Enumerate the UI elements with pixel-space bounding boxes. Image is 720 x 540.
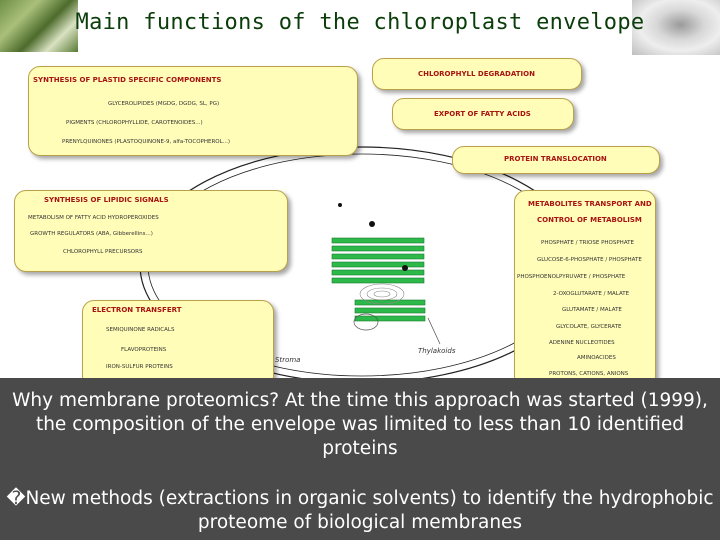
- box-chlorophyll-degradation-title: CHLOROPHYLL DEGRADATION: [418, 70, 535, 78]
- box-protein-translocation-title: PROTEIN TRANSLOCATION: [504, 155, 607, 163]
- item-adenine-nucleotides: ADENINE NUCLEOTIDES: [549, 340, 615, 346]
- caption-bullet: [0, 487, 720, 535]
- item-phosphate-triose: PHOSPHATE / TRIOSE PHOSPHATE: [541, 240, 634, 246]
- box-export-fatty-acids-title: EXPORT OF FATTY ACIDS: [434, 110, 531, 118]
- bullet-icon: �: [6, 488, 26, 509]
- item-chlorophyll-precursors: CHLOROPHYLL PRECURSORS: [63, 249, 143, 255]
- item-protons-cations-anions: PROTONS, CATIONS, ANIONS: [549, 371, 629, 377]
- item-prenylquinones: PRENYLQUINONES (PLASTOQUINONE-9, alfa-TOCOPHEROL...): [62, 139, 231, 145]
- box-plastid-components-title: SYNTHESIS OF PLASTID SPECIFIC COMPONENTS: [33, 76, 222, 84]
- caption-bullet-text: New methods (extractions in organic solvents) to identify the hydrophobic proteome of biological membranes: [25, 488, 714, 533]
- box-metabolites-transport-title-1: METABOLITES TRANSPORT AND: [528, 200, 652, 208]
- item-glycerolipides: GLYCEROLIPIDES (MGDG, DGDG, SL, PG): [108, 101, 220, 107]
- item-glucose-6-phosphate: GLUCOSE-6-PHOSPHATE / PHOSPHATE: [537, 257, 642, 263]
- item-phosphoenolpyruvate: PHOSPHOENOLPYRUVATE / PHOSPHATE: [517, 274, 626, 280]
- item-pigments: PIGMENTS (CHLOROPHYLLIDE, CAROTENOIDES...): [66, 120, 203, 126]
- label-stroma: Stroma: [275, 356, 301, 364]
- item-oxoglutarate-malate: 2-OXOGLUTARATE / MALATE: [553, 291, 630, 297]
- label-thylakoids: Thylakoids: [418, 347, 456, 355]
- item-semiquinone-radicals: SEMIQUINONE RADICALS: [106, 327, 175, 333]
- plastoglobule-1: [369, 221, 375, 227]
- page-title: Main functions of the chloroplast envelope: [75, 10, 645, 35]
- plastoglobule-3: [338, 203, 342, 207]
- item-flavoproteins: FLAVOPROTEINS: [121, 347, 167, 353]
- item-glycolate-glycerate: GLYCOLATE, GLYCERATE: [556, 324, 622, 330]
- box-metabolites-transport-title-2: CONTROL OF METABOLISM: [537, 216, 642, 224]
- box-lipidic-signals-title: SYNTHESIS OF LIPIDIC SIGNALS: [44, 196, 169, 204]
- caption-paragraph: Why membrane proteomics? At the time this approach was started (1999), the composition of the envelope was limited to less than 10 identified proteins: [12, 390, 708, 459]
- box-electron-transfert-title: ELECTRON TRANSFERT: [92, 306, 182, 314]
- item-growth-regulators: GROWTH REGULATORS (ABA, Gibberellins...): [30, 231, 153, 237]
- item-glutamate-malate: GLUTAMATE / MALATE: [562, 307, 622, 313]
- item-fatty-acid-hydroperoxides: METABOLISM OF FATTY ACID HYDROPEROXIDES: [28, 215, 159, 221]
- item-iron-sulfur-proteins: IRON-SULFUR PROTEINS: [106, 364, 173, 370]
- plastoglobule-2: [402, 265, 408, 271]
- item-aminoacides: AMINOACIDES: [577, 355, 616, 361]
